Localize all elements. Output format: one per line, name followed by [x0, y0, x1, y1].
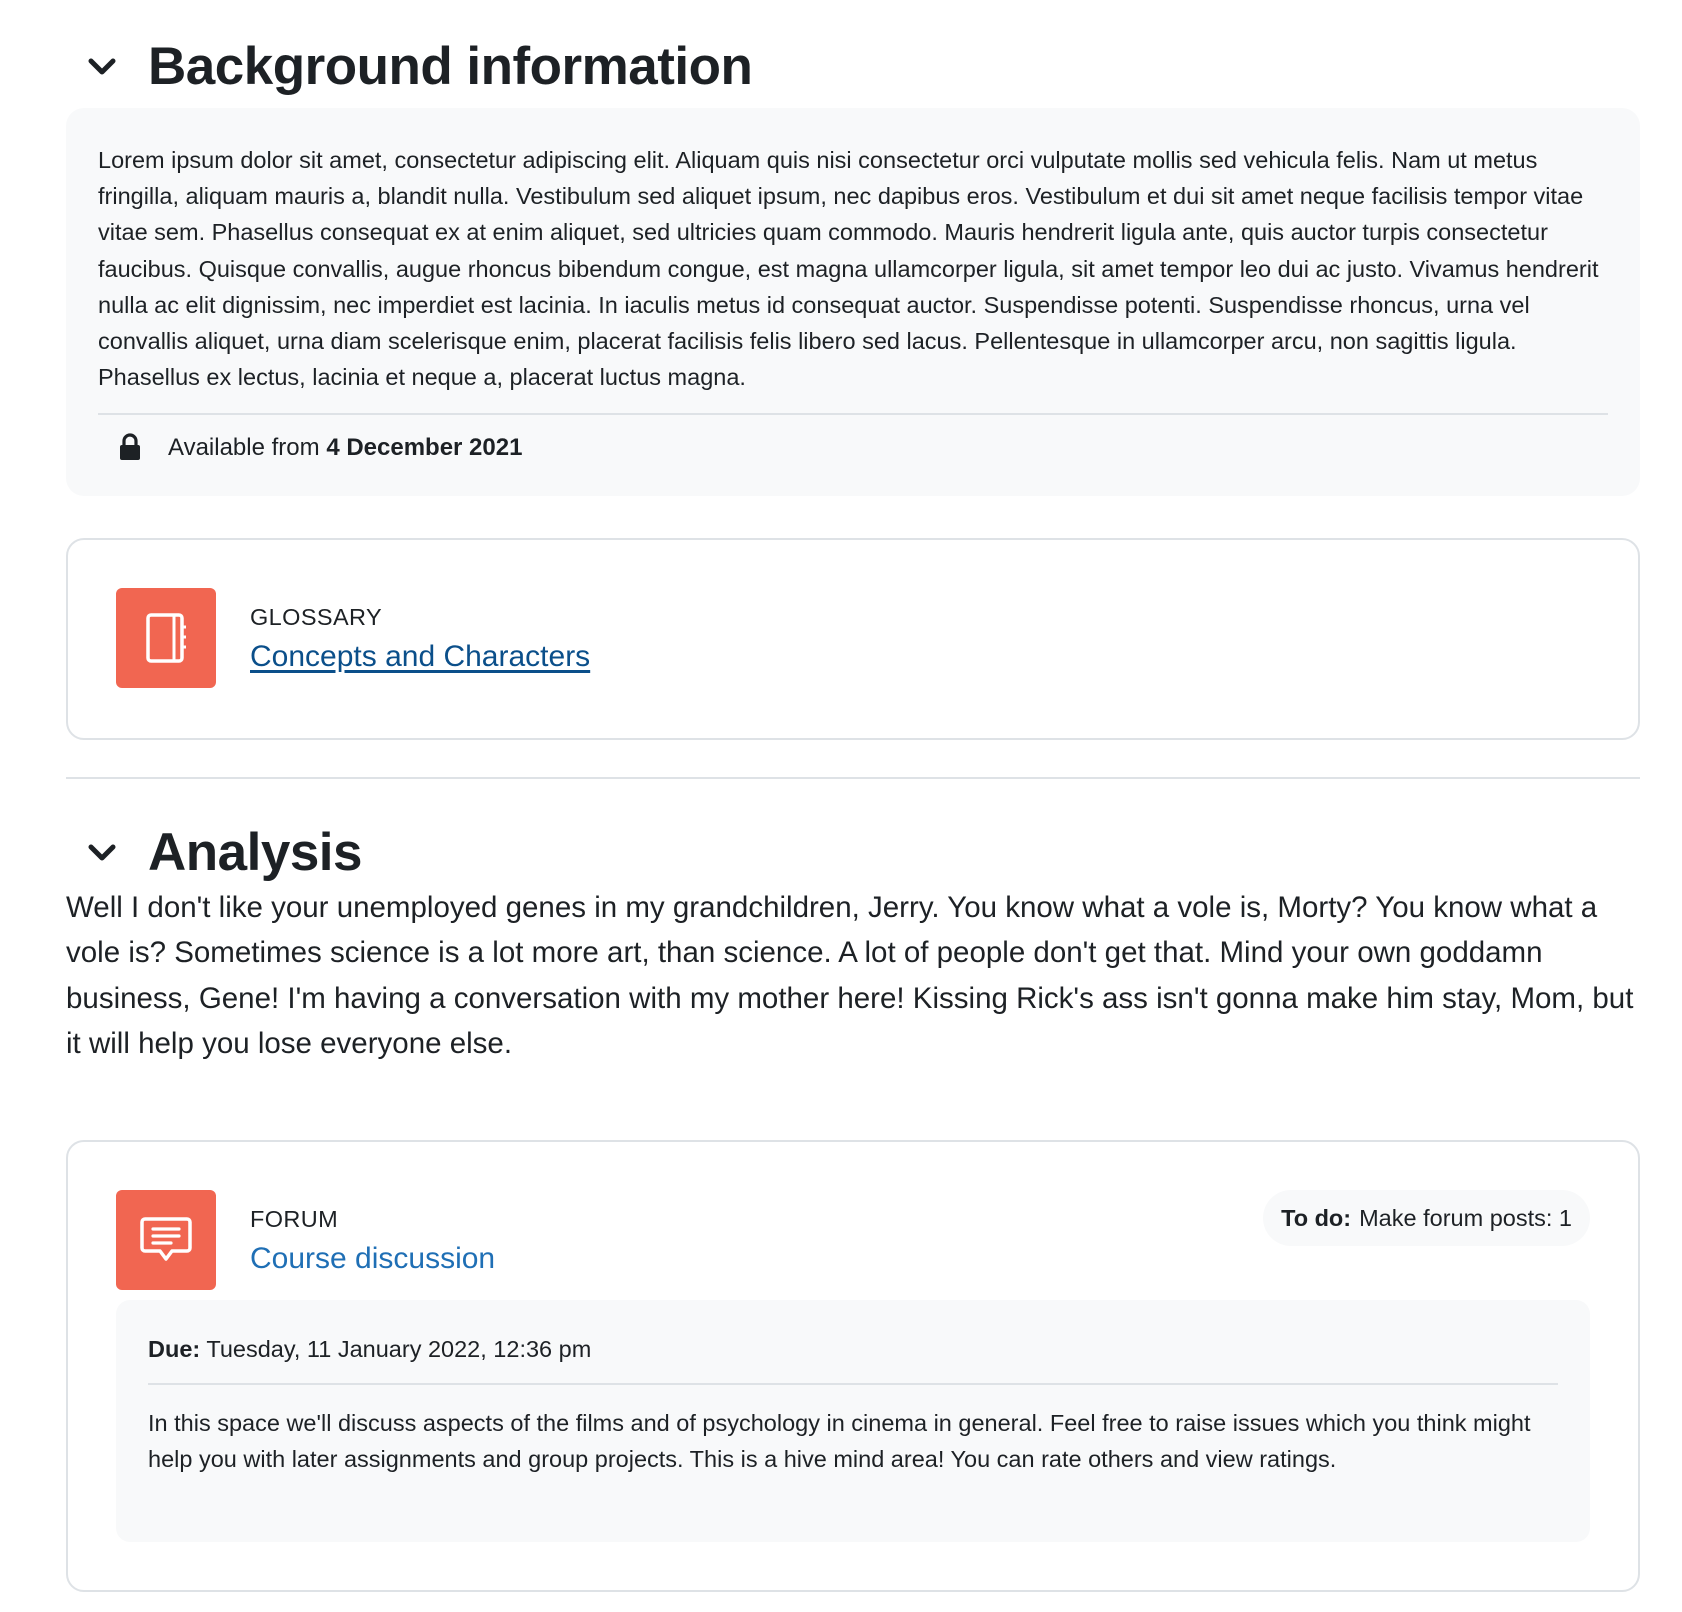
- restriction-date: 4 December 2021: [326, 434, 523, 462]
- availability-restriction: [98, 433, 1608, 463]
- forum-icon[interactable]: [116, 1190, 216, 1290]
- activity-description: In this space we'll discuss aspects of the films and of psychology in cinema in general. Feel free to raise issues which you think might help you with later assignments and group projects. This is a hive mind area! You can rate others and view ratings.: [148, 1410, 1531, 1473]
- due-date-value: Tuesday, 11 January 2022, 12:36 pm: [206, 1336, 592, 1362]
- completion-todo-badge: [1263, 1190, 1590, 1246]
- collapse-section-button[interactable]: [82, 47, 122, 87]
- chevron-down-icon: [87, 843, 117, 863]
- section-header-background: [82, 37, 753, 96]
- todo-text: Make forum posts: 1: [1359, 1204, 1572, 1231]
- section-title: Background information: [148, 37, 753, 96]
- glossary-icon[interactable]: [116, 588, 216, 688]
- section-separator: [66, 777, 1640, 779]
- summary-text: Lorem ipsum dolor sit amet, consectetur adipiscing elit. Aliquam quis nisi consectetur orci vulputate mollis sed vehicula felis. Nam ut metus fringilla, aliquam mauris a, blandit nulla. Vestibulum sed aliquet ipsum, nec dapibus eros. Vestibulum et dui sit amet neque facilisis tempor vitae vitae sem. Phasellus consequat ex at enim aliquet, sed ultricies quam commodo. Mauris hendrerit ligula ante, quis auctor turpis consectetur faucibus. Quisque convallis, augue rhoncus bibendum congue, est magna ullamcorper ligula, sit amet tempor leo dui ac justo. Vivamus hendrerit nulla ac elit dignissim, nec imperdiet est lacinia. In iaculis metus id consequat auctor. Suspendisse potenti. Suspendisse rhoncus, urna vel convallis aliquet, urna diam scelerisque enim, placerat facilisis felis libero sed lacus. Pellentesque in ullamcorper arcu, non sagittis ligula. Phasellus ex lectus, lacinia et neque a, placerat luctus magna.: [98, 147, 1599, 391]
- activity-details: [116, 1300, 1590, 1542]
- collapse-section-button[interactable]: [82, 833, 122, 873]
- lock-icon: [118, 433, 146, 463]
- activity-type-label: GLOSSARY: [250, 604, 383, 630]
- restriction-prefix: Available from: [168, 434, 320, 462]
- activity-link-course-discussion[interactable]: Course discussion: [250, 1242, 496, 1275]
- todo-label: To do:: [1281, 1204, 1352, 1231]
- activity-type-label: FORUM: [250, 1206, 339, 1232]
- divider: [148, 1383, 1558, 1385]
- activity-link-concepts-and-characters[interactable]: Concepts and Characters: [250, 640, 591, 673]
- section-header-analysis: [82, 823, 363, 882]
- chevron-down-icon: [87, 57, 117, 77]
- section-summary: [66, 108, 1640, 496]
- due-date: [148, 1336, 1558, 1363]
- due-label: Due:: [148, 1336, 201, 1362]
- section-summary-text: Well I don't like your unemployed genes in my grandchildren, Jerry. You know what a vole is, Morty? You know what a vole is? Sometimes science is a lot more art, than science. A lot of people don't get that. Mind your own goddamn business, Gene! I'm having a conversation with my mother here! Kissing Rick's ass isn't gonna make him stay, Mom, but it will help you lose everyone else.: [66, 891, 1634, 1060]
- activity-card-forum: [66, 1140, 1640, 1592]
- activity-card-glossary: [66, 538, 1640, 740]
- section-title: Analysis: [148, 823, 363, 882]
- divider: [98, 413, 1608, 415]
